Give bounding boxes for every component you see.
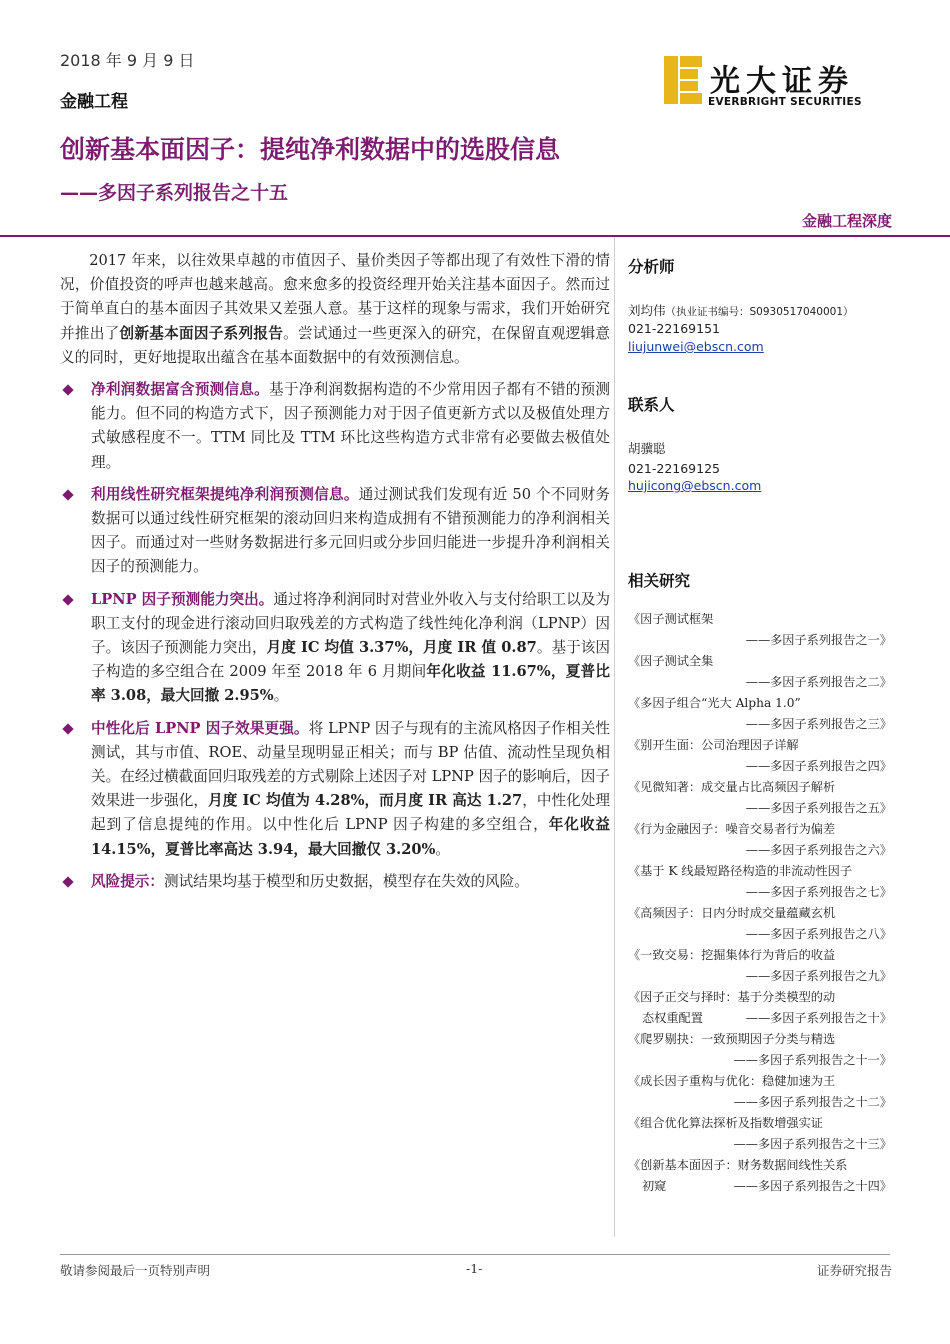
related-report-series: ——多因子系列报告之十》 (745, 1011, 892, 1025)
bullet-bold: 月度 IC 均值为 4.28%，而月度 IR 高达 1.27 (208, 792, 523, 810)
report-category: 金融工程 (60, 92, 128, 112)
related-report-item (628, 945, 892, 987)
contact-email-wrap (628, 477, 890, 494)
analyst-cert: （执业证书编号：S0930517040001） (665, 306, 854, 318)
report-type: 金融工程深度 (801, 212, 892, 230)
intro-paragraph (60, 249, 610, 370)
bullet-bold: 年化收益 14.15%，夏普比率高达 3.94，最大回撤仅 3.20% (91, 816, 610, 858)
bullet-text: 基于净利润数据构造的不少常用因子都有不错的预测能力。但不同的构造方式下，因子预测能力对于因子值更新方式以及极值处理方式敏感程度不一。TTM 同比及 TTM 环比这些构造方式非常有必要做去极值处理。 (91, 381, 610, 471)
bullet-lead: LPNP 因子预测能力突出。 (91, 590, 274, 608)
related-report-title: 《见微知著：成交量占比高频因子解析 (628, 780, 836, 794)
bullet-text: 测试结果均基于模型和历史数据，模型存在失效的风险。 (163, 872, 529, 890)
bullet-point (60, 378, 610, 475)
bullet-bold: 月度 IC 均值 3.37%，月度 IR 值 0.87 (266, 639, 537, 657)
related-report-series: ——多因子系列报告之八》 (745, 927, 892, 941)
related-report-title-cont: 态权重配置 (642, 1011, 703, 1025)
header-divider (0, 235, 950, 237)
diamond-bullet-icon (62, 723, 73, 734)
related-report-series: ——多因子系列报告之四》 (745, 759, 892, 773)
bullet-point (60, 588, 610, 709)
related-report-item (628, 1071, 892, 1113)
contact-heading: 联系人 (628, 396, 675, 414)
related-report-title: 《一致交易：挖掘集体行为背后的收益 (628, 948, 836, 962)
related-report-title: 《行为金融因子：噪音交易者行为偏差 (628, 822, 836, 836)
bullet-point (60, 717, 610, 862)
bullet-point (60, 483, 610, 580)
related-report-item (628, 1155, 892, 1197)
contact-email-link[interactable]: hujicong@ebscn.com (628, 478, 762, 493)
analyst-email-link[interactable]: liujunwei@ebscn.com (628, 339, 764, 354)
related-report-item (628, 777, 892, 819)
bullet-bold: 年化收益 11.67%，夏普比率 3.08，最大回撤 2.95% (91, 663, 610, 705)
related-report-series: ——多因子系列报告之十二》 (733, 1095, 892, 1109)
related-report-item (628, 861, 892, 903)
bullet-text: 将 LPNP 因子与现有的主流风格因子作相关性测试，其与市值、ROE、动量呈现明显正相关；而与 BP 估值、流动性呈现负相关。在经过横截面回归取残差的方式剔除上述因子对 LPNP 因子的影响后，因子效果进一步强化， (91, 719, 610, 810)
related-report-wrap-row (628, 1008, 892, 1029)
related-report-item (628, 987, 892, 1029)
diamond-bullet-icon (62, 384, 73, 395)
column-divider (614, 237, 615, 1237)
bullet-text: 。 (273, 687, 289, 705)
bullet-lead: 净利润数据富含预测信息。 (91, 381, 270, 399)
analyst-email-wrap (628, 338, 890, 355)
report-title: 创新基本面因子：提纯净利数据中的选股信息 (60, 135, 561, 164)
bullet-lead: 风险提示： (91, 872, 164, 890)
analyst-info (628, 302, 890, 321)
intro-bold: 创新基本面因子系列报告 (119, 324, 284, 342)
footer-report-label: 证券研究报告 (816, 1263, 892, 1278)
related-report-series: ——多因子系列报告之十四》 (733, 1179, 892, 1193)
footer-disclaimer: 敬请参阅最后一页特别声明 (60, 1263, 211, 1278)
related-report-title: 《因子正交与择时：基于分类模型的动 (628, 990, 836, 1004)
related-report-item (628, 735, 892, 777)
related-report-series: ——多因子系列报告之六》 (745, 843, 892, 857)
related-report-wrap-row (628, 1176, 892, 1197)
related-report-item (628, 609, 892, 651)
related-report-item (628, 693, 892, 735)
related-report-series: ——多因子系列报告之十一》 (733, 1053, 892, 1067)
related-report-item (628, 1113, 892, 1155)
related-report-title: 《成长因子重构与优化：稳健加速为王 (628, 1074, 836, 1088)
related-report-series: ——多因子系列报告之一》 (745, 633, 892, 647)
bullet-lead: 利用线性研究框架提纯净利润预测信息。 (91, 485, 359, 503)
main-content (60, 249, 610, 894)
related-report-series: ——多因子系列报告之二》 (745, 675, 892, 689)
related-report-title: 《多因子组合“光大 Alpha 1.0” (628, 696, 801, 710)
bullet-point (60, 870, 610, 894)
related-report-title: 《组合优化算法探析及指数增强实证 (628, 1116, 823, 1130)
bullet-text: 通过测试我们发现有近 50 个不同财务数据可以通过线性研究框架的滚动回归来构造成拥有不错预测能力的净利润相关因子。而通过对一些财务数据进行多元回归或分步回归能进一步提升净利润相关因子的预测能力。 (91, 485, 610, 576)
page-number: -1- (466, 1261, 483, 1276)
report-subtitle: ——多因子系列报告之十五 (60, 182, 289, 204)
intro-end: 。尝试通过一些更深入的研究，在保留直观逻辑意义的同时，更好地提取出蕴含在基本面数据中的有效预测信息。 (60, 324, 610, 366)
footer-divider (60, 1254, 890, 1255)
analyst-phone: 021-22169151 (628, 321, 720, 336)
contact-phone: 021-22169125 (628, 461, 720, 476)
bullet-text: 。基于该因子构造的多空组合在 2009 年至 2018 年 6 月期间 (91, 639, 610, 681)
bullet-lead: 中性化后 LPNP 因子效果更强。 (91, 719, 309, 737)
related-report-item (628, 819, 892, 861)
related-report-title: 《创新基本面因子：财务数据间线性关系 (628, 1158, 848, 1172)
related-heading: 相关研究 (628, 572, 691, 590)
related-report-series: ——多因子系列报告之五》 (745, 801, 892, 815)
analyst-heading: 分析师 (628, 258, 675, 276)
related-report-item (628, 1029, 892, 1071)
logo-chinese-name: 光大证券 (710, 64, 854, 99)
report-date: 2018 年 9 月 9 日 (60, 51, 195, 70)
diamond-bullet-icon (62, 594, 73, 605)
bullet-text: 通过将净利润同时对营业外收入与支付给职工以及为职工支付的现金进行滚动回归取残差的方式构造了线性纯化净利润（LPNP）因子。该因子预测能力突出， (91, 590, 610, 657)
intro-text: 2017 年来，以往效果卓越的市值因子、量价类因子等都出现了有效性下滑的情况，价值投资的呼声也越来越高。愈来愈多的投资经理开始关注基本面因子。然而过于简单直白的基本面因子其效果又差强人意。基于这样的现象与需求，我们开始研究并推出了 (60, 252, 610, 342)
related-report-item (628, 903, 892, 945)
diamond-bullet-icon (62, 489, 73, 500)
related-report-series: ——多因子系列报告之十三》 (733, 1137, 892, 1151)
bullet-text: 。 (435, 840, 451, 858)
related-report-title: 《因子测试框架 (628, 612, 714, 626)
related-research-list (628, 609, 892, 1197)
analyst-name: 刘均伟 (628, 303, 666, 318)
related-report-title: 《基于 K 线最短路径构造的非流动性因子 (628, 864, 853, 878)
company-logo (664, 56, 894, 108)
related-report-item (628, 651, 892, 693)
related-report-series: ——多因子系列报告之九》 (745, 969, 892, 983)
contact-name: 胡骥聪 (628, 441, 666, 456)
related-report-series: ——多因子系列报告之三》 (745, 717, 892, 731)
related-report-title: 《高频因子：日内分时成交量蕴藏玄机 (628, 906, 836, 920)
logo-english-name: EVERBRIGHT SECURITIES (708, 96, 862, 108)
related-report-title: 《因子测试全集 (628, 654, 714, 668)
diamond-bullet-icon (62, 876, 73, 887)
related-report-title-cont: 初窥 (642, 1179, 667, 1193)
bullet-text: ，中性化处理起到了信息提纯的作用。以中性化后 LPNP 因子构建的多空组合， (91, 792, 610, 834)
everbright-logo-icon (664, 56, 702, 104)
related-report-title: 《爬罗剔抉：一致预期因子分类与精选 (628, 1032, 836, 1046)
related-report-series: ——多因子系列报告之七》 (745, 885, 892, 899)
related-report-title: 《别开生面：公司治理因子详解 (628, 738, 799, 752)
